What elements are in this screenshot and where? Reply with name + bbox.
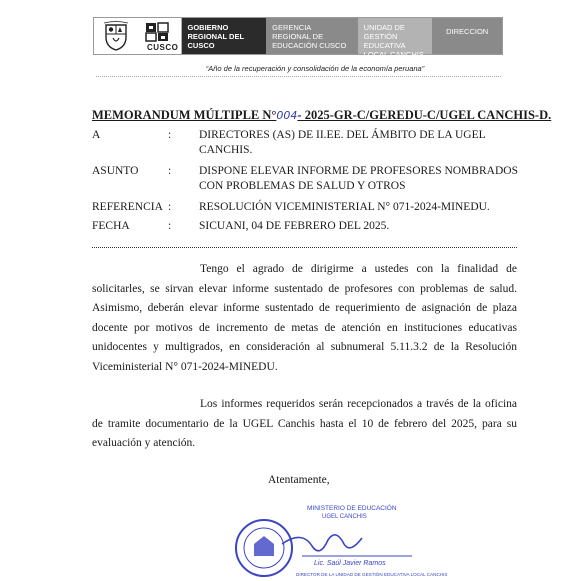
- field-label: FECHA: [92, 220, 130, 232]
- signature-scribble: [282, 535, 362, 551]
- field-colon: :: [168, 165, 172, 177]
- memo-title: [92, 108, 552, 123]
- header-cell-ugel: UNIDAD DE GESTIÓN EDUCATIVA LOCAL CANCHIS: [358, 18, 433, 54]
- motto-divider: [96, 76, 501, 77]
- signature-name: Lic. Saúl Javier Ramos: [314, 560, 386, 567]
- field-value-date: SICUANI, 04 DE FEBRERO DEL 2025.: [199, 220, 390, 232]
- stamp-ring-top: MINISTERIO DE EDUCACIÓN: [307, 505, 397, 512]
- field-label: A: [92, 129, 101, 141]
- field-value-addressee: DIRECTORES (AS) DE II.EE. DEL ÁMBITO DE LA UGEL CANCHIS.: [199, 129, 486, 156]
- field-value-reference: RESOLUCIÓN VICEMINISTERIAL N° 071-2024-MINEDU.: [199, 201, 490, 213]
- header-cell-gerencia: GERENCIA REGIONAL DE EDUCACIÓN CUSCO: [266, 18, 358, 54]
- official-stamp-signature: [232, 500, 448, 581]
- body-paragraph-1: Tengo el agrado de dirigirme a ustedes con la finalidad de solicitarles, se sirvan elevar informe sustentado de profesores con problemas de salud. Asimismo, deberán elevar informe sustentado de requerimiento de asignación de plaza docente por motivos de incremento de metas de atención en instituciones educativas unidocentes y multigrados, en consideración al subnumeral 5.11.3.2 de la Resolución Viceministerial N° 071-2024-MINEDU.: [92, 263, 517, 373]
- year-motto: “Año de la recuperación y consolidación de la economía peruana”: [205, 64, 425, 73]
- peru-coat-of-arms-icon: [103, 21, 129, 51]
- memo-number-handwritten: 004: [276, 109, 298, 122]
- institutional-header: [93, 17, 503, 59]
- cusco-logo-icon: [144, 21, 172, 43]
- cusco-logo-text: CUSCO: [147, 43, 179, 52]
- field-colon: :: [168, 220, 172, 232]
- field-colon: :: [168, 129, 172, 141]
- round-seal-icon: [236, 520, 292, 576]
- field-label: ASUNTO: [92, 165, 139, 177]
- closing-salutation: Atentamente,: [268, 474, 330, 486]
- header-cell-gobierno: GOBIERNO REGIONAL DEL CUSCO: [182, 18, 267, 54]
- header-cell-direccion: DIRECCION: [432, 18, 502, 54]
- body-paragraph-2: Los informes requeridos serán recepcionados a través de la oficina de tramite documentario de la UGEL Canchis hasta el 10 de febrero del 2025, para su evaluación y atención.: [92, 398, 517, 450]
- header-separator: [92, 247, 517, 248]
- field-value-subject: DISPONE ELEVAR INFORME DE PROFESORES NOMBRADOS CON PROBLEMAS DE SALUD Y OTROS: [199, 165, 518, 192]
- logo-block: [94, 18, 182, 54]
- signature-title: DIRECTOR DE LA UNIDAD DE GESTIÓN EDUCATIVA LOCAL CANCHIS: [296, 572, 448, 577]
- field-colon: :: [168, 201, 172, 213]
- stamp-ring-sub: UGEL CANCHIS: [322, 514, 367, 520]
- field-label: REFERENCIA: [92, 201, 163, 213]
- memo-title-suffix: - 2025-GR-C/GEREDU-C/UGEL CANCHIS-D.: [297, 108, 552, 122]
- memo-title-prefix: MEMORANDUM MÚLTIPLE N°: [92, 108, 277, 122]
